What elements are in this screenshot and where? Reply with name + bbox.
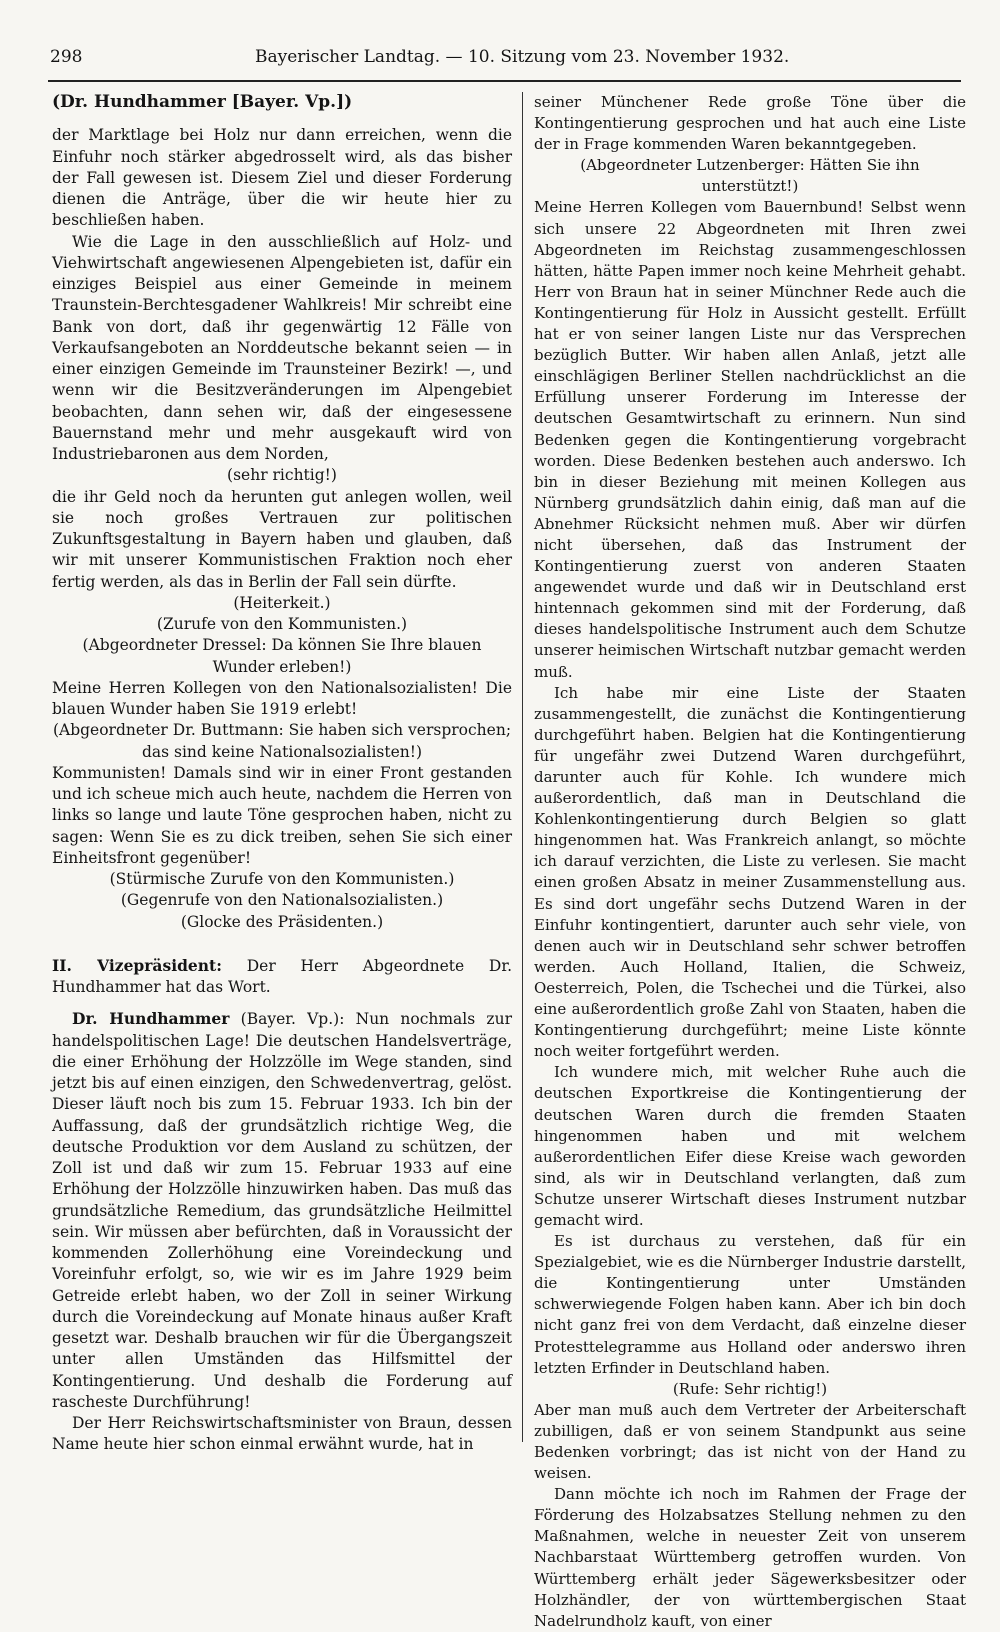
interjection: (Stürmische Zurufe von den Kommunisten.) <box>109 870 455 888</box>
interjection: (Gegenrufe von den Nationalsozialisten.) <box>120 891 444 910</box>
interjection: (Glocke des Präsidenten.) <box>180 912 384 931</box>
speaker-name: Dr. Hundhammer <box>72 1009 230 1029</box>
interjection: (Abgeordneter Lutzenberger: Hätten Sie ihn unterstützt!) <box>580 156 920 196</box>
paragraph: Meine Herren Kollegen von den Nationalsozialisten! Die blauen Wunder haben Sie 1919 erlebt! <box>52 678 512 718</box>
interjection: (Zurufe von den Kommunisten.) <box>156 615 408 633</box>
speech-text: (Bayer. Vp.): Nun nochmals zur handelspolitischen Lage! Die deutschen Handelsverträge, die einer Erhöhung der Holzzölle im Wege standen, sind jetzt bis auf einen einzigen, den Schwedenvertrag, gelöst. Dieser läuft noch bis zum 15. Februar 1933. Ich bin der Auffassung, daß der grundsätzlich richtige Weg, die deutsche Produktion vor dem Ausland zu schützen, der Zoll ist und daß wir zum 15. Februar 1933 auf eine Erhöhung der Holzzölle hinzuwirken haben. Das muß das grundsätzliche Remedium, das grundsätzliche Heilmittel sein. Wir müssen aber befürchten, daß in Voraussicht der kommenden Zollerhöhung eine Voreindeckung und Voreinfuhr erfolgt, so, wie wir es im Jahre 1929 beim Getreide erlebt haben, wo der Zoll in seiner Wirkung durch die Voreindeckung auf Monate hinaus außer Kraft gesetzt war. Deshalb brauchen wir für die Übergangszeit unter allen Umständen das Hilfsmittel der Kontingentierung. Und deshalb die Forderung auf rascheste Durchführung! <box>52 1010 512 1411</box>
interjection: (Abgeordneter Dressel: Da können Sie Ihre blauen Wunder erleben!) <box>82 636 482 676</box>
vice-president-text: Der Herr Abgeordnete Dr. Hundhammer hat das Wort. <box>52 956 512 996</box>
paragraph: Meine Herren Kollegen vom Bauernbund! Selbst wenn sich unsere 22 Abgeordneten mit Ihren zwei Abgeordneten im Reichstag zusammengeschlossen hätten, hätte Papen immer noch keine Mehrheit gehabt. Herr von Braun hat in seiner Münchner Rede auch die Kontingentierung für Holz in Aussicht gestellt. Erfüllt hat er von seiner langen Liste nur das Versprechen bezüglich Butter. Wir haben allen Anlaß, jetzt alle einschlägigen Berliner Stellen nachdrücklichst an die Erfüllung unserer Forderung im Interesse der deutschen Gesamtwirtschaft zu erinnern. Nun sind Bedenken gegen die Kontingentierung vorgebracht worden. Diese Bedenken bestehen auch anderswo. Ich bin in dieser Beziehung mit meinen Kollegen aus Nürnberg grundsätzlich dahin einig, daß man auf die Abnehmer Rücksicht nehmen muß. Aber wir dürfen nicht übersehen, daß das Instrument der Kontingentierung zuerst von anderen Staaten angewendet wurde und daß wir in Deutschland erst hintennach gekommen sind mit der Forderung, daß dieses handelspolitische Instrument auch dem Schutze unserer heimischen Wirtschaft nutzbar gemacht werden muß. <box>534 198 966 681</box>
paragraph: Wie die Lage in den ausschließlich auf Holz- und Viehwirtschaft angewiesenen Alpengebieten ist, dafür ein einziges Beispiel aus einer Gemeinde in meinem Traunstein-Berchtesgadener Wahlkreis! Mir schreibt eine Bank von dort, daß ihr gegenwärtig 12 Fälle von Verkaufsangeboten an Norddeutsche bekannt seien — in einer einzigen Gemeinde im Traunsteiner Bezirk! —, und wenn wir die Besitzveränderungen im Alpengebiet beobachten, dann sehen wir, daß der eingesessene Bauernstand mehr und mehr ausgekauft wird von Industriebaronen aus dem Norden, <box>52 232 512 463</box>
interjection: (Rufe: Sehr richtig!) <box>672 1379 828 1398</box>
right-column <box>534 92 966 1632</box>
speech-paragraph <box>52 1008 512 1413</box>
paragraph: Es ist durchaus zu verstehen, daß für ein Spezialgebiet, wie es die Nürnberger Industrie darstellt, die Kontingentierung unter Umständen schwerwiegende Folgen haben kann. Aber ich bin doch nicht ganz frei von dem Verdacht, daß einzelne dieser Protesttelegramme aus Holland oder anderswo ihren letzten Erfinder in Deutschland haben. <box>534 1232 966 1377</box>
paragraph: Der Herr Reichswirtschaftsminister von Braun, dessen Name heute hier schon einmal erwähnt wurde, hat in <box>52 1414 512 1454</box>
vice-president-label: II. Vizepräsident: <box>52 955 222 975</box>
interjection: (Heiterkeit.) <box>233 593 331 612</box>
paragraph: Dann möchte ich noch im Rahmen der Frage der Förderung des Holzabsatzes Stellung nehmen zu den Maßnahmen, welche in neuester Zeit von unserem Nachbarstaat Württemberg getroffen wurden. Von Württemberg erhält jeder Sägewerksbesitzer oder Holzhändler, der von württembergischen Staat Nadelrundholz kauft, von einer <box>534 1485 966 1630</box>
column-divider <box>522 92 523 1442</box>
vice-president-statement <box>52 955 512 999</box>
paragraph: Kommunisten! Damals sind wir in einer Front gestanden und ich scheue mich auch heute, nachdem die Herren von links so lange und laute Töne gesprochen haben, nicht zu sagen: Wenn Sie es zu dick treiben, sehen Sie sich einer Einheitsfront gegenüber! <box>52 763 512 867</box>
paragraph: der Marktlage bei Holz nur dann erreichen, wenn die Einfuhr noch stärker abgedrosselt wird, als das bisher der Fall gewesen ist. Diesem Ziel und dieser Forderung dienen die Anträge, über die wir heute hier zu beschließen haben. <box>52 126 512 230</box>
header-rule <box>48 80 961 82</box>
paragraph: seiner Münchener Rede große Töne über die Kontingentierung gesprochen und hat auch eine Liste der in Frage kommenden Waren bekanntgegeben. <box>534 93 966 154</box>
paragraph: Aber man muß auch dem Vertreter der Arbeiterschaft zubilligen, daß er von seinem Standpunkt aus seine Bedenken vorbringt; das ist nicht von der Hand zu weisen. <box>534 1400 966 1483</box>
paragraph: Ich wundere mich, mit welcher Ruhe auch die deutschen Exportkreise die Kontingentierung der deutschen Waren durch die fremden Staaten hingenommen haben und mit welchem außerordentlichen Eifer diese Kreise wach geworden sind, als wir in Deutschland verlangten, daß zum Schutze unserer Wirtschaft dieses Instrument nutzbar gemacht wird. <box>534 1063 966 1229</box>
speaker-heading: (Dr. Hundhammer [Bayer. Vp.]) <box>52 92 353 112</box>
page-number: 298 <box>50 47 83 67</box>
left-column <box>52 92 512 1456</box>
running-head: Bayerischer Landtag. — 10. Sitzung vom 23. November 1932. <box>255 47 790 67</box>
paragraph: Ich habe mir eine Liste der Staaten zusammengestellt, die zunächst die Kontingentierung durchgeführt haben. Belgien hat die Kontingentierung für ungefähr zwei Dutzend Waren durchgeführt, darunter auch für Kohle. Ich wundere mich außerordentlich, daß man in Deutschland die Kohlenkontingentierung durch Belgien so glatt hingenommen hat. Was Frankreich anlangt, so möchte ich darauf verzichten, die Liste zu verlesen. Sie macht einen großen Absatz in meiner Zusammenstellung aus. Es sind dort ungefähr sechs Dutzend Waren in der Einfuhr kontingentiert, darunter auch sehr viele, von denen auch wir in Deutschland sehr schwer betroffen werden. Auch Holland, Italien, die Schweiz, Oesterreich, Polen, die Tschechei und die Türkei, also eine außerordentlich große Zahl von Staaten, haben die Kontingentierung durchgeführt; meine Liste könnte noch weiter fortgeführt werden. <box>534 683 966 1061</box>
interjection: (sehr richtig!) <box>227 466 337 485</box>
interjection: (Abgeordneter Dr. Buttmann: Sie haben sich versprochen; das sind keine Nationalsozialisten!) <box>52 721 512 761</box>
paragraph: die ihr Geld noch da herunten gut anlegen wollen, weil sie noch großes Vertrauen zur politischen Zukunftsgestaltung in Bayern haben und glauben, daß wir mit unserer Kommunistischen Fraktion noch eher fertig werden, als das in Berlin der Fall sein dürfte. <box>52 487 512 591</box>
